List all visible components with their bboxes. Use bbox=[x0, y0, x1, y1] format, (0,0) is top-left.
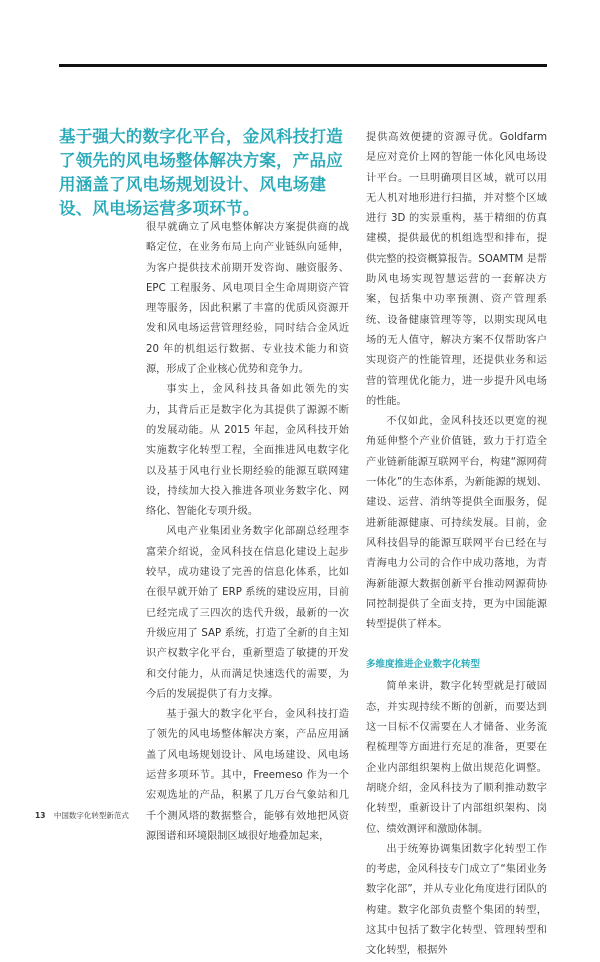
body-paragraph: 出于统筹协调集团数字化转型工作的考虑，金风科技专门成立了“集团业务数字化部”，并从专业化角度进行团队的构建。数字化部负责整个集团的转型，这其中包括了数字化转型、管理转型和文化转型，根据外 bbox=[366, 843, 547, 957]
left-column bbox=[146, 218, 349, 847]
page-footer bbox=[35, 810, 129, 821]
top-rule bbox=[59, 64, 547, 67]
body-paragraph: 风电产业集团业务数字化部副总经理李富荣介绍说，金风科技在信息化建设上起步较早，成功建设了完善的信息化体系，比如在很早就开始了 ERP 系统的建设应用，目前已经完成了三四次的迭代升级，最新的一次升级应用了 SAP 系统，打造了全新的自主知识产权数字化平台，重新塑造了敏捷的开发和交付能力，从而满足快速迭代的需要，为今后的发展提供了有力支撑。 bbox=[146, 526, 349, 700]
right-column bbox=[366, 128, 547, 962]
pull-quote: 基于强大的数字化平台，金风科技打造了领先的风电场整体解决方案，产品应用涵盖了风电场规划设计、风电场建设、风电场运营多项环节。 bbox=[59, 127, 343, 218]
page-number: 13 bbox=[35, 811, 46, 820]
body-paragraph: 很早就确立了风电整体解决方案提供商的战略定位，在业务布局上向产业链纵向延伸，为客户提供技术前期开发咨询、融资服务、EPC 工程服务、风电项目全生命周期资产管理等服务，因此积累了丰富的优质风资源开发和风电场运营管理经验，同时结合金风近 20 年的机组运行数据、专业技术能力和资源，形成了企业核心优势和竞争力。 bbox=[146, 222, 349, 376]
body-paragraph: 提供高效便捷的资源寻优。Goldfarm 是应对竞价上网的智能一体化风电场设计平台。一旦明确项目区域，就可以用无人机对地形进行扫描，并对整个区域进行 3D 的实景重构，基于精细的仿真建模，提供最优的机组选型和排布，提供完整的投资概算报告。SOAMTM 是帮助风电场实现智慧运营的一套解决方案，包括集中功率预测、资产管理系统、设备健康管理等等，以期实现风电场的无人值守，解决方案不仅帮助客户实现资产的性能管理，还提供业务和运营的管理优化能力，进一步提升风电场的性能。 bbox=[366, 132, 547, 407]
body-paragraph: 基于强大的数字化平台，金风科技打造了领先的风电场整体解决方案，产品应用涵盖了风电场规划设计、风电场建设、风电场运营多项环节。其中，Freemeso 作为一个宏观选址的产品，积累了几万台气象站和几千个测风塔的数据整合，能够有效地把风资源图谱和环境限制区域很好地叠加起来， bbox=[146, 709, 349, 842]
body-paragraph: 不仅如此，金风科技还以更宽的视角延伸整个产业价值链，致力于打造全产业链新能源互联网平台，构建“源网荷一体化”的生态体系，为新能源的规划、建设、运营、消纳等提供全面服务，促进新能源健康、可持续发展。目前，金风科技倡导的能源互联网平台已经在与青海电力公司的合作中成功落地，为青海新能源大数据创新平台推动网源荷协同控制提供了全面支持，更为中国能源转型提供了样本。 bbox=[366, 416, 547, 631]
publication-title: 中国数字化转型新范式 bbox=[53, 811, 129, 820]
body-paragraph: 简单来讲，数字化转型就是打破固态，并实现持续不断的创新，而要达到这一目标不仅需要在人才储备、业务流程梳理等方面进行充足的准备，更要在企业内部组织架构上做出规范化调整。胡晓介绍，金风科技为了顺利推动数字化转型，重新设计了内部组织架构、岗位、绩效测评和激励体制。 bbox=[366, 681, 547, 835]
body-paragraph: 事实上，金风科技具备如此领先的实力，其背后正是数字化为其提供了源源不断的发展动能。从 2015 年起，金风科技开始实施数字化转型工程，全面推进风电数字化以及基于风电行业长期经验的能源互联网建设，持续加大投入推进各项业务数字化、网络化、智能化专项升级。 bbox=[146, 384, 349, 518]
section-heading: 多维度推进企业数字化转型 bbox=[366, 659, 481, 671]
